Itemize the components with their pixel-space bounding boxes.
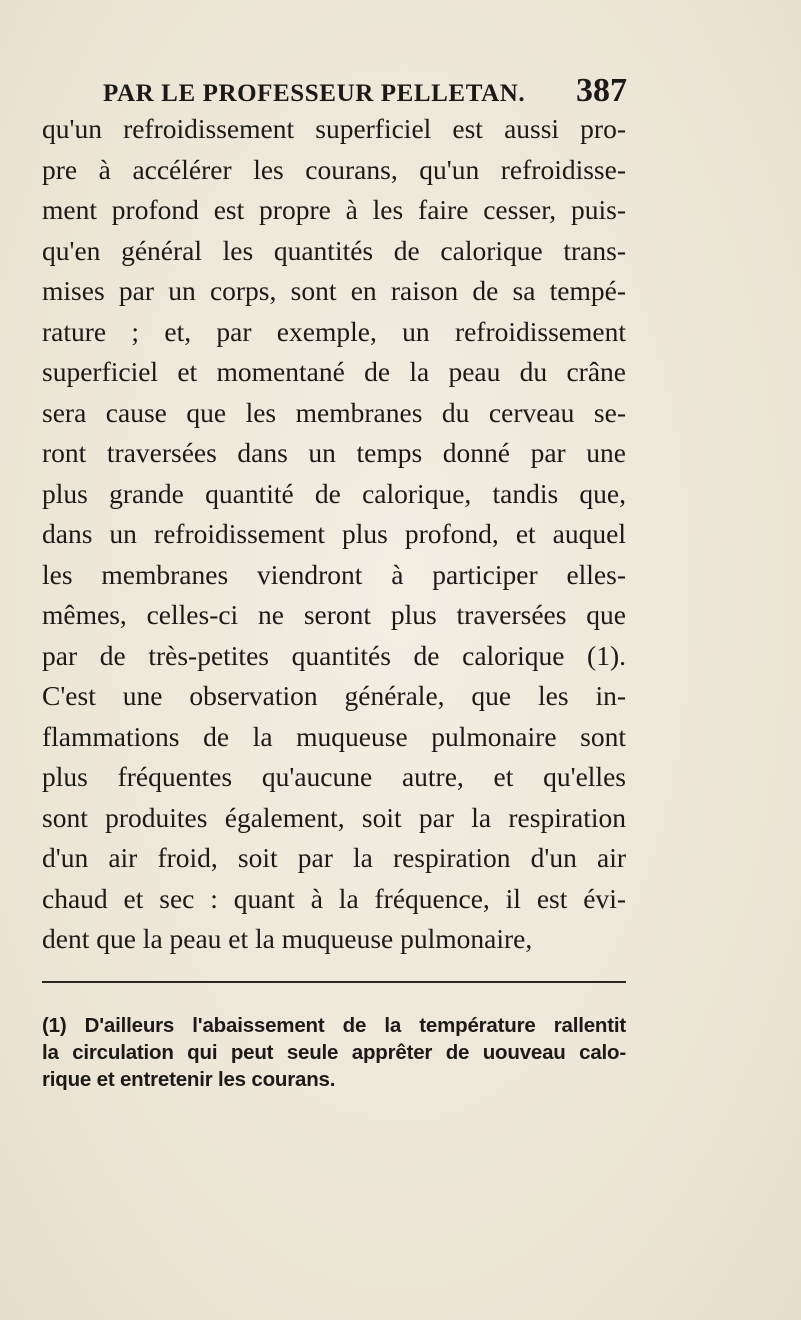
footnote-rule — [42, 981, 626, 983]
body-line: rature ; et, par exemple, un refroidissement — [42, 315, 626, 347]
footnote — [42, 1012, 626, 1093]
body-line: dent que la peau et la muqueuse pulmonaire, — [42, 923, 533, 954]
body-line: qu'un refroidissement superficiel est aussi pro- — [42, 113, 626, 144]
body-line: flammations de la muqueuse pulmonaire sont — [42, 720, 626, 752]
footnote-line: (1) D'ailleurs l'abaissement de la température rallentit — [42, 1014, 626, 1037]
body-line: d'un air froid, soit par la respiration d'un air — [42, 842, 626, 873]
body-text — [42, 109, 626, 960]
body-line: par de très-petites quantités de calorique (1). — [42, 639, 626, 671]
running-head — [103, 72, 627, 112]
body-line: mises par un corps, sont en raison de sa tempé- — [42, 275, 626, 306]
body-line: mêmes, celles-ci ne seront plus traversées que — [42, 599, 626, 630]
body-line: les membranes viendront à participer elles- — [42, 558, 626, 590]
body-line: chaud et sec : quant à la fréquence, il est évi- — [42, 882, 626, 914]
page-number: 387 — [576, 72, 627, 109]
body-line: ront traversées dans un temps donné par une — [42, 437, 626, 468]
body-line: sont produites également, soit par la respiration — [42, 801, 626, 833]
footnote-line: la circulation qui peut seule apprêter de uouveau calo- — [42, 1041, 626, 1064]
body-line: plus grande quantité de calorique, tandis que, — [42, 477, 626, 509]
body-line: dans un refroidissement plus profond, et auquel — [42, 518, 626, 549]
body-line: pre à accélérer les courans, qu'un refroidisse- — [42, 153, 626, 185]
body-line: plus fréquentes qu'aucune autre, et qu'elles — [42, 761, 626, 792]
body-line: ment profond est propre à les faire cesser, puis- — [42, 194, 626, 225]
body-line: sera cause que les membranes du cerveau se- — [42, 396, 626, 428]
body-line: C'est une observation générale, que les in- — [42, 680, 626, 711]
body-line: qu'en général les quantités de calorique trans- — [42, 234, 626, 266]
body-line: superficiel et momentané de la peau du crâne — [42, 356, 626, 387]
running-title: PAR LE PROFESSEUR PELLETAN. — [103, 80, 526, 107]
footnote-line: rique et entretenir les courans. — [42, 1068, 336, 1091]
